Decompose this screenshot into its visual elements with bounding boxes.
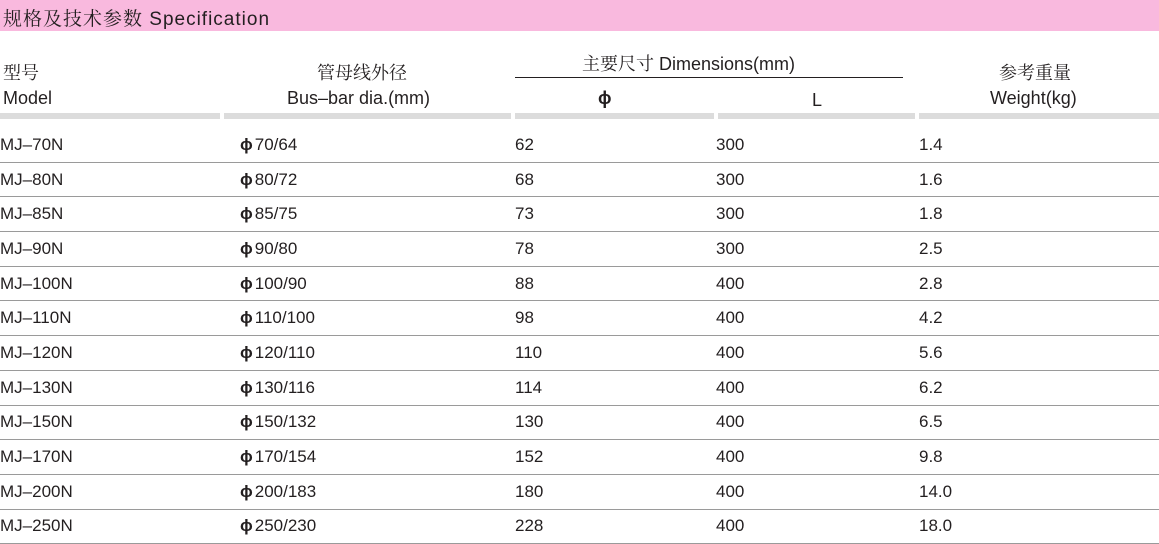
cell-busbar-value: 70/64	[254, 134, 298, 154]
diameter-symbol: ϕ	[240, 516, 253, 536]
cell-length: 400	[716, 509, 919, 544]
cell-busbar-dia	[240, 405, 515, 440]
diameter-symbol: ϕ	[240, 273, 253, 293]
cell-length: 400	[716, 370, 919, 405]
diameter-symbol: ϕ	[240, 204, 253, 224]
cell-model: MJ–120N	[0, 336, 240, 371]
table-row	[0, 370, 1159, 405]
cell-phi: 130	[515, 405, 716, 440]
header-separator	[224, 113, 511, 119]
cell-busbar-value: 120/110	[254, 342, 315, 362]
header-separator	[919, 113, 1159, 119]
cell-busbar-dia	[240, 440, 515, 475]
cell-busbar-value: 250/230	[254, 516, 317, 536]
cell-weight: 18.0	[919, 509, 1159, 544]
table-row	[0, 162, 1159, 197]
cell-phi: 88	[515, 266, 716, 301]
cell-busbar-dia	[240, 128, 515, 162]
header-model-en: Model	[3, 88, 53, 108]
cell-busbar-dia	[240, 197, 515, 232]
table-row	[0, 440, 1159, 475]
cell-model: MJ–200N	[0, 474, 240, 509]
cell-busbar-value: 110/100	[254, 308, 315, 328]
cell-busbar-dia	[240, 474, 515, 509]
spec-table	[0, 128, 1159, 544]
table-row	[0, 128, 1159, 162]
cell-length: 400	[716, 405, 919, 440]
table-row	[0, 474, 1159, 509]
dimensions-underline	[515, 77, 903, 78]
cell-weight: 1.8	[919, 197, 1159, 232]
cell-weight: 4.2	[919, 301, 1159, 336]
cell-busbar-value: 85/75	[254, 204, 298, 224]
cell-length: 400	[716, 440, 919, 475]
header-separator	[515, 113, 714, 119]
cell-model: MJ–130N	[0, 370, 240, 405]
cell-busbar-value: 130/116	[254, 377, 315, 397]
diameter-symbol: ϕ	[240, 342, 253, 362]
cell-weight: 5.6	[919, 336, 1159, 371]
diameter-symbol: ϕ	[240, 308, 253, 328]
cell-model: MJ–85N	[0, 197, 240, 232]
cell-weight: 1.4	[919, 128, 1159, 162]
table-row	[0, 301, 1159, 336]
cell-phi: 152	[515, 440, 716, 475]
cell-length: 300	[716, 128, 919, 162]
diameter-symbol: ϕ	[240, 447, 253, 467]
cell-phi: 62	[515, 128, 716, 162]
diameter-symbol: ϕ	[240, 377, 253, 397]
cell-phi: 228	[515, 509, 716, 544]
cell-phi: 114	[515, 370, 716, 405]
cell-weight: 2.5	[919, 232, 1159, 267]
section-title: 规格及技术参数 Specification	[3, 9, 271, 30]
cell-busbar-value: 100/90	[254, 273, 307, 293]
cell-phi: 180	[515, 474, 716, 509]
cell-busbar-dia	[240, 162, 515, 197]
header-weight-cn: 参考重量	[999, 63, 1071, 83]
header-separator	[718, 113, 915, 119]
header-dimensions: 主要尺寸 Dimensions(mm)	[582, 54, 796, 74]
diameter-symbol: ϕ	[240, 169, 253, 189]
cell-length: 300	[716, 162, 919, 197]
cell-model: MJ–100N	[0, 266, 240, 301]
cell-busbar-value: 200/183	[254, 481, 317, 501]
cell-model: MJ–70N	[0, 128, 240, 162]
cell-busbar-dia	[240, 266, 515, 301]
cell-phi: 98	[515, 301, 716, 336]
cell-busbar-value: 90/80	[254, 238, 298, 258]
cell-busbar-value: 150/132	[254, 412, 317, 432]
cell-phi: 110	[515, 336, 716, 371]
header-busbar-en: Bus–bar dia.(mm)	[287, 88, 431, 108]
header-busbar-cn: 管母线外径	[317, 63, 407, 83]
cell-length: 400	[716, 336, 919, 371]
cell-length: 400	[716, 266, 919, 301]
cell-model: MJ–170N	[0, 440, 240, 475]
cell-model: MJ–250N	[0, 509, 240, 544]
diameter-symbol: ϕ	[240, 238, 253, 258]
cell-busbar-dia	[240, 301, 515, 336]
cell-phi: 68	[515, 162, 716, 197]
cell-busbar-dia	[240, 232, 515, 267]
header-l: L	[812, 90, 823, 110]
cell-model: MJ–110N	[0, 301, 240, 336]
diameter-symbol: ϕ	[240, 412, 253, 432]
cell-busbar-value: 80/72	[254, 169, 298, 189]
cell-busbar-value: 170/154	[254, 447, 317, 467]
table-row	[0, 232, 1159, 267]
cell-busbar-dia	[240, 336, 515, 371]
cell-weight: 6.2	[919, 370, 1159, 405]
table-row	[0, 509, 1159, 544]
cell-weight: 6.5	[919, 405, 1159, 440]
cell-phi: 73	[515, 197, 716, 232]
cell-length: 400	[716, 301, 919, 336]
cell-length: 300	[716, 232, 919, 267]
cell-length: 400	[716, 474, 919, 509]
cell-model: MJ–80N	[0, 162, 240, 197]
header-phi: ϕ	[598, 88, 612, 108]
cell-phi: 78	[515, 232, 716, 267]
cell-busbar-dia	[240, 370, 515, 405]
cell-model: MJ–90N	[0, 232, 240, 267]
cell-weight: 14.0	[919, 474, 1159, 509]
table-row	[0, 405, 1159, 440]
header-weight-en: Weight(kg)	[990, 88, 1077, 108]
cell-length: 300	[716, 197, 919, 232]
cell-weight: 2.8	[919, 266, 1159, 301]
table-row	[0, 336, 1159, 371]
header-model-cn: 型号	[3, 63, 39, 83]
cell-weight: 9.8	[919, 440, 1159, 475]
cell-model: MJ–150N	[0, 405, 240, 440]
title-bar	[0, 0, 1159, 31]
header-separator	[0, 113, 220, 119]
table-row	[0, 266, 1159, 301]
cell-busbar-dia	[240, 509, 515, 544]
diameter-symbol: ϕ	[240, 481, 253, 501]
table-row	[0, 197, 1159, 232]
diameter-symbol: ϕ	[240, 134, 253, 154]
cell-weight: 1.6	[919, 162, 1159, 197]
